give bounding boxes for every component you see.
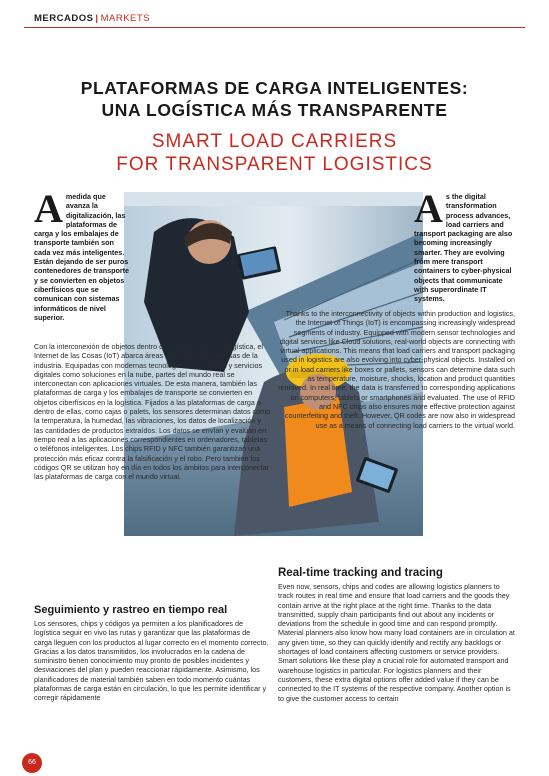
es-body2-paragraph: Los sensores, chips y códigos ya permiten a los planificadores de logística seguir en vivo las rutas y garantizar que las plataformas de carga lleguen con los productos al lugar correcto en el momento correcto. Gracias a los datos transmitidos, los involucrados en la cadena de suministro tienen conocimiento muy pronto de posibles incidentes y desviaciones del plan y pueden reaccionar rápidamente. Asimismo, los planificadores de material también saben en todo momento cuántas plataformas de carga están en circulación, lo que les permite identificar y corregir rápidamente (34, 619, 269, 703)
page-title-en (34, 130, 515, 176)
section-tag (34, 13, 150, 24)
en-lead-paragraph (414, 186, 515, 304)
en-body-paragraph: Thanks to the interconnectivity of objects within production and logistics, the Internet of Things (IoT) is encompassing increasingly widespread segments of industry. Equipped with modern sensor technologies and digital services like Cloud solutions, real-world objects are connecting with virtual applications. This means that load carriers and transport packaging used in logistics are also evolving into cyber-physical objects. Installed on or in load carriers like boxes or pallets, sensors can determine data such as temperature, moisture, shocks, location and product quantities removed. In real time, the data is transferred to corresponding applications on computers, tablets or smartphones and evaluated. The use of RFID and NFC chips also ensures more effective protection against counterfeiting and theft. However, QR codes are now also in widespread use as a means of connecting load carriers to the virtual world. (278, 309, 515, 430)
es-body2-column (34, 619, 270, 703)
en-body2-column (278, 582, 515, 703)
es-dropcap: A (34, 186, 63, 231)
en-lead-column (414, 186, 515, 304)
en-lead-text: s the digital transformation process advances, load carriers and transport packaging are also becoming increasingly smarter. They are evolving from mere transport containers to cyber-physical objects that communicate with superordinate IT systems. (414, 192, 513, 304)
section-separator: | (95, 13, 99, 24)
en-subhead: Real-time tracking and tracing (278, 567, 443, 579)
section-label-en: MARKETS (100, 13, 151, 24)
page-title-es (34, 77, 515, 121)
es-lead-column (34, 186, 131, 322)
page-number: 66 (22, 753, 42, 773)
header-rule (24, 27, 525, 28)
es-body-paragraph: Con la interconexión de objetos dentro de la producción y la logística, el Internet de las Cosas (IoT) abarca áreas cada vez más extensas de la industria. Equipadas con modernas tecnologías de sensores y servicios digitales como soluciones en la nube, partes del mundo real se interconectan con aplicaciones virtuales. De esta manera, también las plataformas de carga y los embalajes de transporte se convierten en objetos ciberfísicos en la logística. Fijados a las plataformas de carga o dentro de ellas, como cajas o palets, los sensores determinan datos como la temperatura, la humedad, las vibraciones, los datos de localización y las cantidades de productos extraídos. Los datos se envían y evalúan en tiempo real a las aplicaciones correspondientes en ordenadores, tabletas o teléfonos inteligentes. Los chips RFID y NFC también garantizan una protección más eficaz contra la falsificación y el robo. Pero también los códigos QR se utilizan hoy en día en todos los ámbitos para interconectar las plataformas de carga con el mundo virtual. (34, 342, 271, 482)
es-body-column (34, 342, 272, 481)
en-body-column (278, 309, 515, 430)
es-subhead: Seguimiento y rastreo en tiempo real (34, 604, 228, 616)
es-lead-paragraph (34, 186, 131, 322)
title-en-line2: FOR TRANSPARENT LOGISTICS (116, 154, 433, 175)
en-dropcap: A (414, 186, 443, 231)
en-body2-paragraph: Even now, sensors, chips and codes are allowing logistics planners to track routes in real time and ensure that load carriers and the goods they contain arrive at the right place at the right time. Thanks to the data transmitted, supply chain participants find out about any incidents or deviations from the schedule in good time and can respond promptly. Material planners also know how many load containers are in circulation at any given time, so they can quickly identify and rectify any backlogs or shortages of load containers affecting customers or service providers. Smart solutions like these play a crucial role for automated transport and warehouse logistics in particular. For logistics planners and their customers, these extra digital options offer added value if they can be connected to the IT systems of the respective company. Another option is to give the customer access to certain (278, 582, 515, 703)
section-label-es: MERCADOS (34, 13, 94, 24)
es-lead-text: medida que avanza la digitalización, las plataformas de carga y los embalajes de transporte también son cada vez más inteligentes. Están dejando de ser puros contenedores de transporte y se convierten en objetos ciberfísicos que se comunican con sistemas informáticos de nivel superior. (34, 192, 130, 322)
title-es-line2: UNA LOGÍSTICA MÁS TRANSPARENTE (101, 100, 448, 120)
title-es-line1: PLATAFORMAS DE CARGA INTELIGENTES: (80, 78, 469, 98)
title-en-line1: SMART LOAD CARRIERS (151, 131, 398, 152)
